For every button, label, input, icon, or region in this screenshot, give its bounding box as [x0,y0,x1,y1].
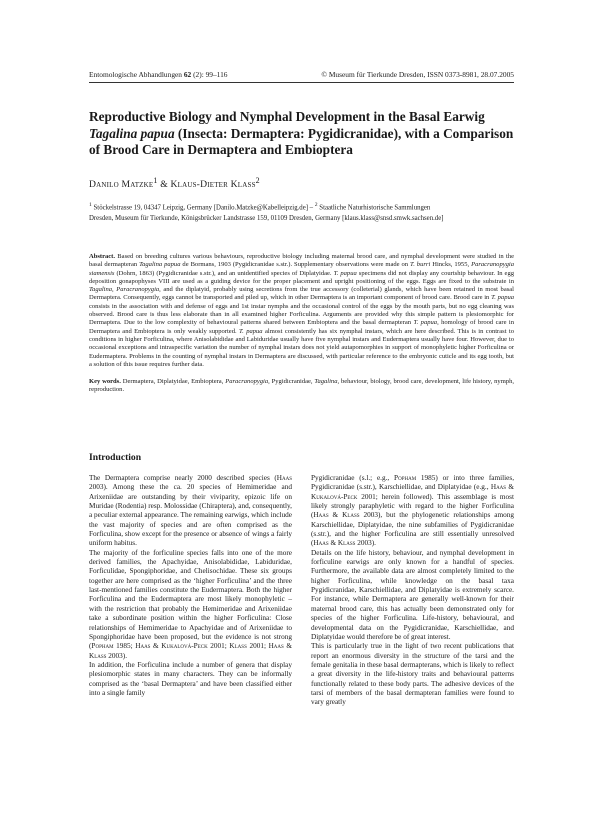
author-1: Danilo Matzke [89,179,154,191]
text-column-left [89,474,292,698]
affiliations: $^1$ Stöckelstrasse 19, 04347 Leipzig, Germany [Danilo.Matzke@Kabelleipzig.de] – $^2$ Staatliche Naturhistorische Sammlungen Dresden, Museum für Tierkunde, Königsbrücker Landstrasse 159, 01109 Dresden, Germany [klaus.klass@snsd.smwk.sachsen.de] [89,202,444,222]
journal-citation: Entomologische Abhandlungen 62 (2): 99–116 [89,70,228,79]
copyright-notice: © Museum für Tierkunde Dresden, ISSN 0373-8981, 28.07.2005 [321,70,514,79]
section-heading-introduction: Introduction [89,452,142,463]
paragraph: The Dermaptera comprise nearly 2000 described species (Haas 2003). Among these the ca. 20 species of Hemimeridae and Arixeniidae are outstanding by their viviparity, epizoic life on Muridae (Rodentia) resp. Molossidae (Chiraptera), and, consequently, a peculiar external appearance. The remaining earwigs, which include the vast majority of species and are often comprised as the Forficulina, show except for the presence or absence of wings a fairly uniform habitus. [89,474,292,548]
keywords: Key words. Dermaptera, Diplatyidae, Embioptera, Paracranopygia, Pygidicranidae, Tagalina, behaviour, biology, brood care, development, life history, nymph, reproduction. [89,378,514,394]
running-header [89,70,514,79]
paragraph: The majority of the forficuline species falls into one of the more derived families, the Apachyidae, Anisolabididae, Labiduridae, Forficulidae, Spongiphoridae, and Chelisochidae. These six groups together are here comprised as the ‘higher Forficulina’ and the three last-mentioned families constitute the Eudermaptera. Both the higher Forficulina and the Eudermaptera are most likely monophyletic – with the restriction that probably the Hemimeridae and Arixeniidae take a subordinate position within the higher Forficulina: Close relationships of Hemimeridae to Apachyidae and of Arixeniidae to Spongiphoridae have been proposed, but the evidence is not strong (Popham 1985; Haas & Kukalová-Peck 2001; Klass 2001; Haas & Klass 2003). [89,548,293,660]
paragraph: Pygidicranidae (s.l.; e.g., Popham 1985) or into three families, Pygidicranidae (s.str.), Karschiellidae, and Diplatyidae (e.g., Haas & Kukalová-Peck 2001; herein followed). This assemblage is most likely strongly paraphyletic with regard to the higher Forficulina (Haas & Klass 2003), but the phylogenetic relationships among Karschiellidae, Diplatyidae, the nine subfamilies of Pygidicranidae (s.str.), and the higher Forficulina are still essentially unresolved (Haas & Klass 2003). [311,474,515,548]
text-column-right [311,474,514,708]
paragraph: In addition, the Forficulina include a number of genera that display plesiomorphic states in many characters. They can be informally comprised as the ‘basal Dermaptera’ and have been classified either into a single family [89,660,292,697]
abstract: Abstract. Based on breeding cultures various behaviours, reproductive biology including maternal brood care, and nymphal development were studied in the basal dermapteran Tagalina papua de Bormans, 1903 (Pygidicranidae s.str.). Supplementary observations were made on T. burri Hincks, 1955, Paracranopygia siamensis (Dohrn, 1863) (Pygidicranidae s.str.), and an unidentified species of Diplatyidae. T. papua specimens did not display any courtship behaviour. In egg deposition gonapophyses VIII are used as a guiding device for the proper placement and upright positioning of the eggs. Eggs are fixed to the substrate in Tagalina, Paracranopygia, and the diplatyid, probably using secretions from the true accessory (colleterial) glands, which have been retained in most basal Dermaptera. Consequently, eggs cannot be transported and piled up, which in other Dermaptera is an important component of brood care. Brood care in T. papua consists in the association with and defense of eggs and 1st instar nymphs and the occasional control of the eggs by the mouth parts, but no egg cleaning was observed. Brood care is thus less elaborate than in all examined higher Forficulina. Arguments are provided why this simple pattern is plesiomorphic for Dermaptera. Due to the low complexity of behavioural patterns shared between Embioptera and the basal dermapteran T. papua, homology of brood care in Dermaptera and Embioptera is only weakly supported. T. papua almost consistently has six nymphal instars, which are here described. This is in contrast to conditions in higher Forficulina, where Anisolabididae and Labiduridae usually have five nymphal instars and Eudermaptera usually have four. However, due to occasional exceptions and intraspecific variation the number of nymphal instars does not yield autapomorphies in support of monophyletic higher Forficulina or Eudermaptera. Problems in the counting of nymphal instars in Dermaptera are discussed, with particular reference to the embryonic cuticle and its egg tooth, but a solution of this issue requires further data. [89,253,515,368]
paragraph: Details on the life history, behaviour, and nymphal development in forficuline earwigs are only known for a handful of species. Furthermore, the available data are almost completely limited to the higher Forficulina, while knowledge on the basal taxa Pygidicranidae, Karschiellidae, and Diplatyidae is extremely scarce. For instance, while Dermaptera are generally well-known for their maternal brood care, this has actually been demonstrated only for species of the higher Forficulina. Life-history, behavioural, and developmental data on the Pygidicranidae, Karschiellidae, and Diplatyidae would therefore be of great interest. [311,548,514,641]
author-2: Klaus-Dieter Klass [170,179,256,191]
header-rule [89,82,514,83]
author-list: Danilo Matzke$^1$ & Klaus-Dieter Klass$^2$ [89,176,260,191]
paragraph: This is particularly true in the light of two recent publications that report an enormous diversity in the structure of the tarsi and the female genitalia in these basal dermapterans, which is likely to reflect a great diversity in the life-history traits and behavioural patterns functionally related to these body parts. The adhesive devices of the tarsi of members of the basal dermapteran families were found to vary greatly [311,642,514,707]
article-title: Reproductive Biology and Nymphal Development in the Basal Earwig Tagalina papua (Insecta: Dermaptera: Pygidicranidae), with a Comparison of Brood Care in Dermaptera and Embioptera [89,109,514,157]
